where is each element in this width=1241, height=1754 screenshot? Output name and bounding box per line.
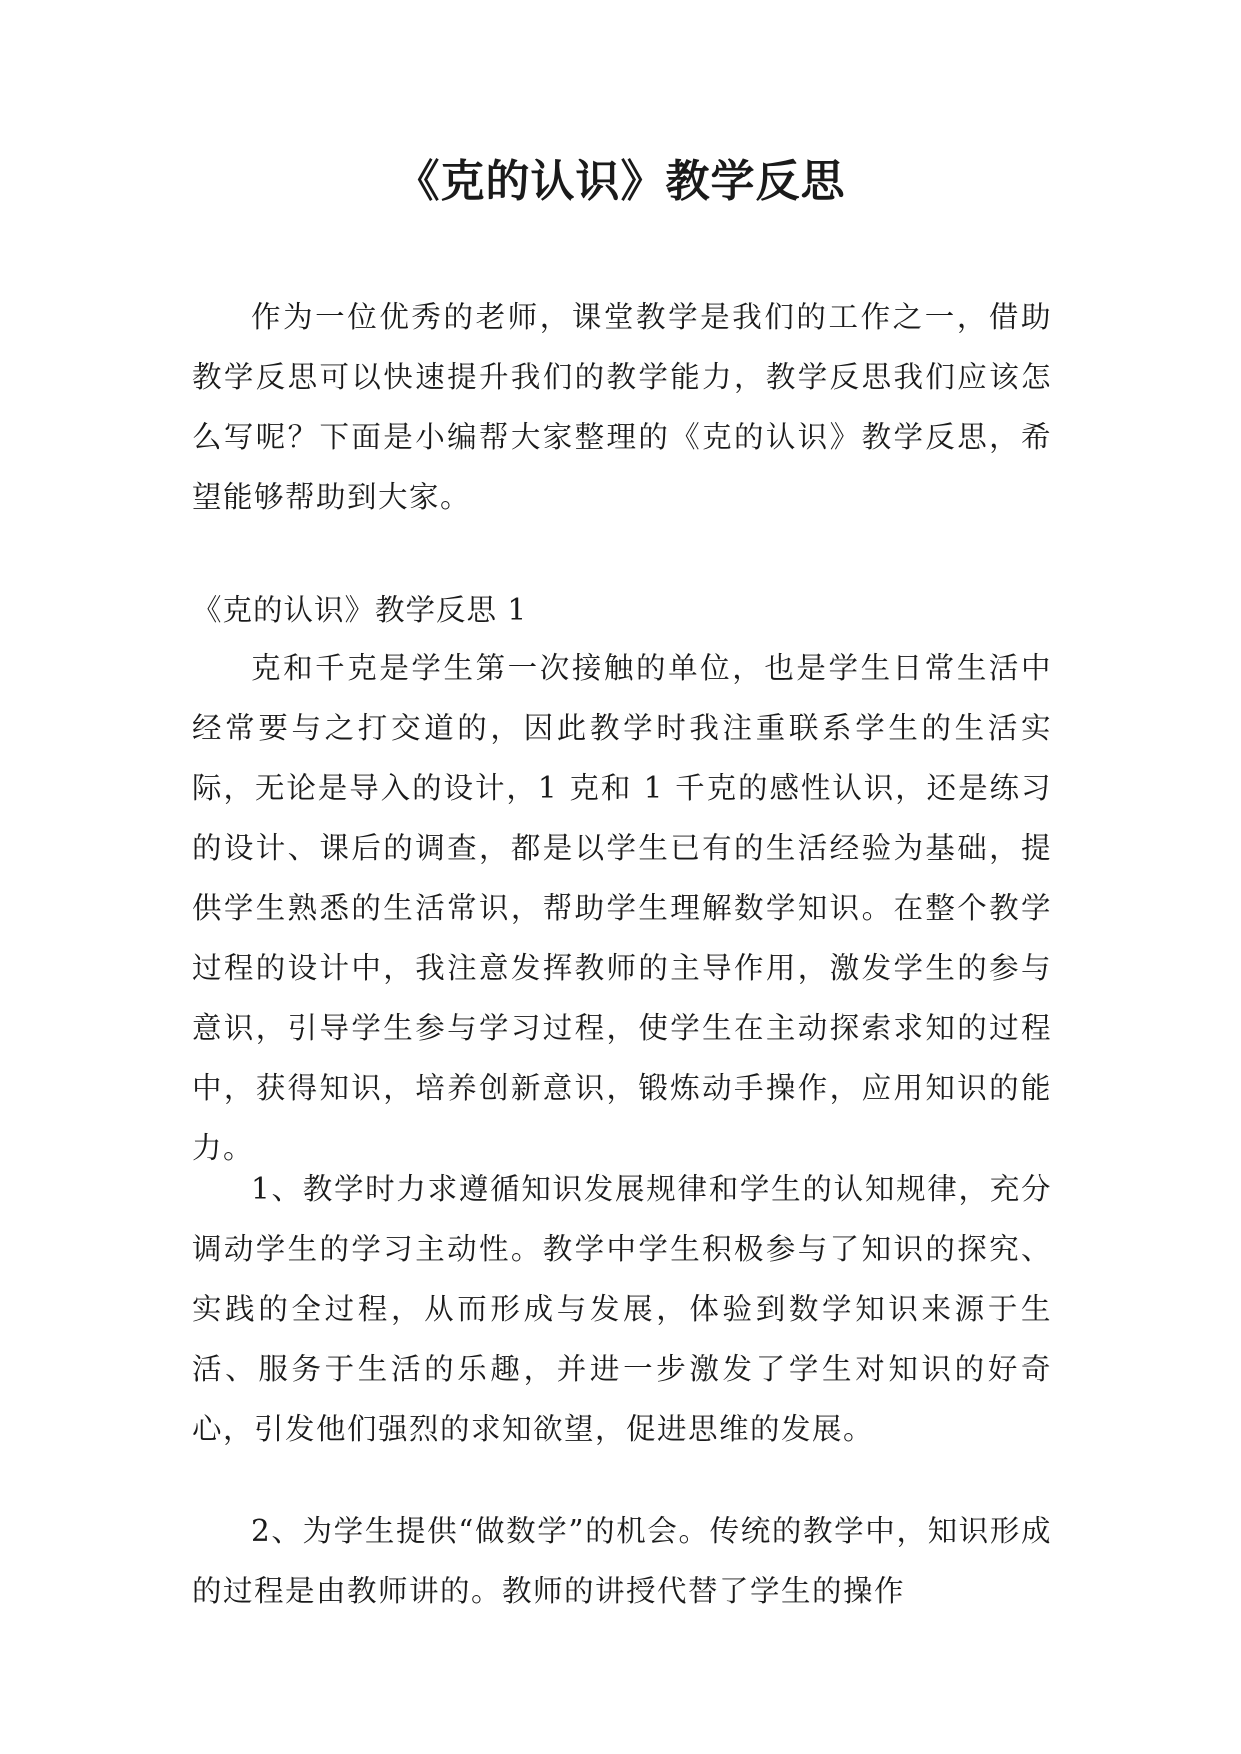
body-paragraph: 克和千克是学生第一次接触的单位，也是学生日常生活中经常要与之打交道的，因此教学时我注重联系学生的生活实际，无论是导入的设计，1 克和 1 千克的感性认识，还是练习的设计、课后的调查，都是以学生已有的生活经验为基础，提供学生熟悉的生活常识，帮助学生理解数学知识。在整个教学过程的设计中，我注意发挥教师的主导作用，激发学生的参与意识，引导学生参与学习过程，使学生在主动探索求知的过程中，获得知识，培养创新意识，锻炼动手操作，应用知识的能力。	[192, 651, 1052, 1165]
intro-paragraph: 作为一位优秀的老师，课堂教学是我们的工作之一，借助教学反思可以快速提升我们的教学能力，教学反思我们应该怎么写呢？下面是小编帮大家整理的《克的认识》教学反思，希望能够帮助到大家。	[192, 300, 1052, 514]
section-heading: 《克的认识》教学反思 1	[192, 593, 528, 627]
body-paragraph-point-1: 1、教学时力求遵循知识发展规律和学生的认知规律，充分调动学生的学习主动性。教学中学生积极参与了知识的探究、实践的全过程，从而形成与发展，体验到数学知识来源于生活、服务于生活的乐趣，并进一步激发了学生对知识的好奇心，引发他们强烈的求知欲望，促进思维的发展。	[192, 1172, 1052, 1446]
body-paragraph-point-2: 2、为学生提供“做数学”的机会。传统的教学中，知识形成的过程是由教师讲的。教师的讲授代替了学生的操作	[192, 1514, 1052, 1608]
document-title: 《克的认识》教学反思	[395, 156, 846, 207]
